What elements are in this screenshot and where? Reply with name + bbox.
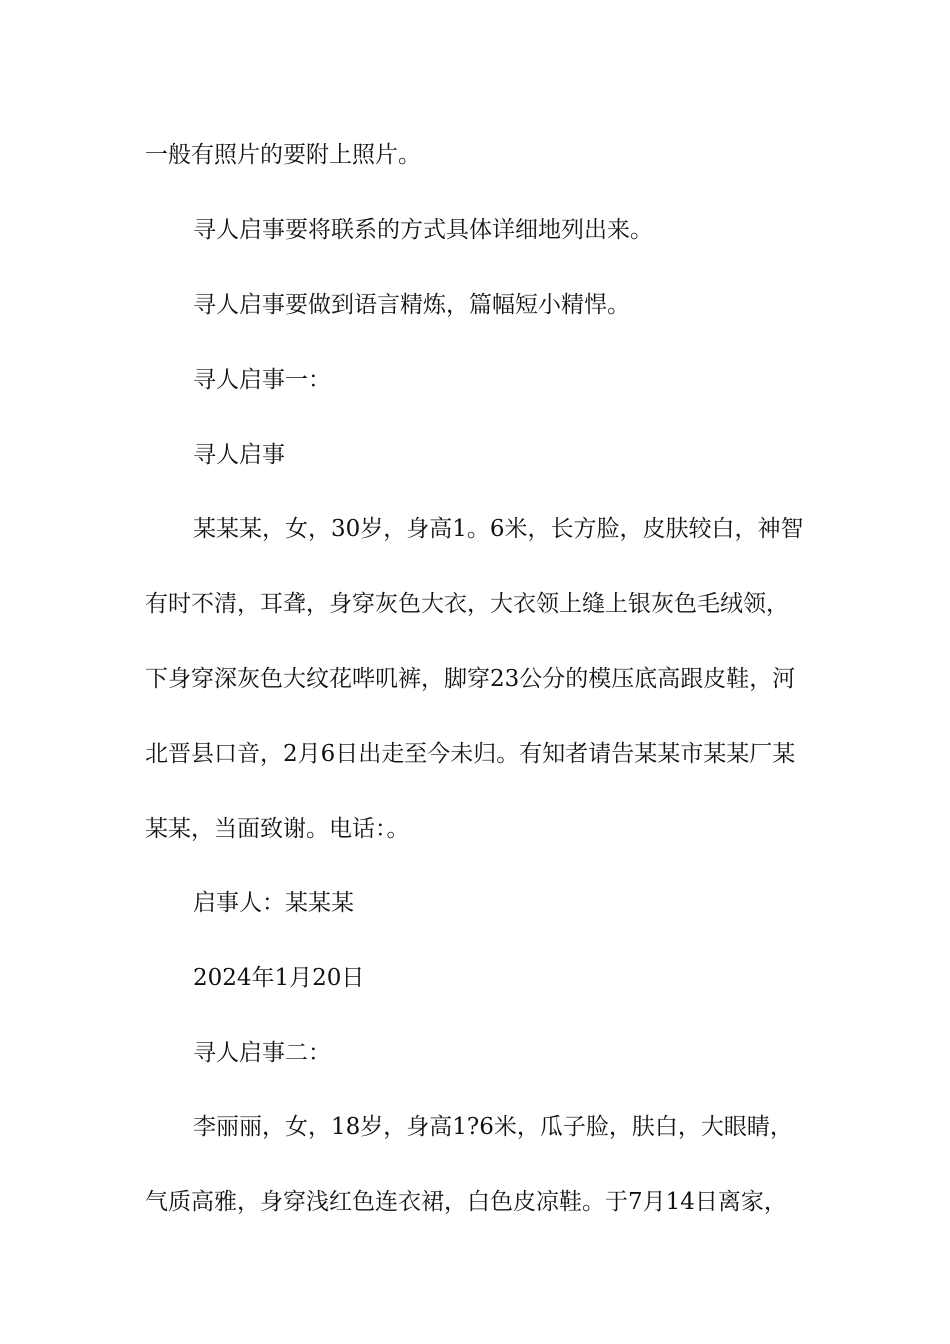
document-body: [145, 131, 810, 1252]
notice-two-body: 李丽丽，女，18岁，身高1?6米，瓜子脸，肤白，大眼睛，气质高雅，身穿浅红色连衣裙，白色皮凉鞋。于7月14日离家，: [145, 1114, 793, 1215]
paragraph-photo-note: 一般有照片的要附上照片。: [145, 142, 421, 168]
paragraph-concise-note: 寻人启事要做到语言精炼，篇幅短小精悍。: [193, 292, 630, 318]
notice-one-date: 2024年1月20日: [193, 965, 365, 991]
paragraph-contact-note: 寻人启事要将联系的方式具体详细地列出来。: [193, 217, 653, 243]
heading-notice-one: 寻人启事一：: [193, 367, 331, 393]
notice-one-signer: 启事人：某某某: [193, 890, 354, 916]
heading-notice-two: 寻人启事二：: [193, 1040, 331, 1066]
notice-one-body: 某某某，女，30岁，身高1。6米，长方脸，皮肤较白，神智有时不清，耳聋，身穿灰色大衣，大衣领上缝上银灰色毛绒领，下身穿深灰色大纹花哔叽裤，脚穿23公分的模压底高跟皮鞋，河北晋县口音，2月6日出走至今未归。有知者请告某某市某某厂某某某，当面致谢。电话：。: [145, 516, 804, 842]
notice-title: 寻人启事: [193, 442, 285, 468]
